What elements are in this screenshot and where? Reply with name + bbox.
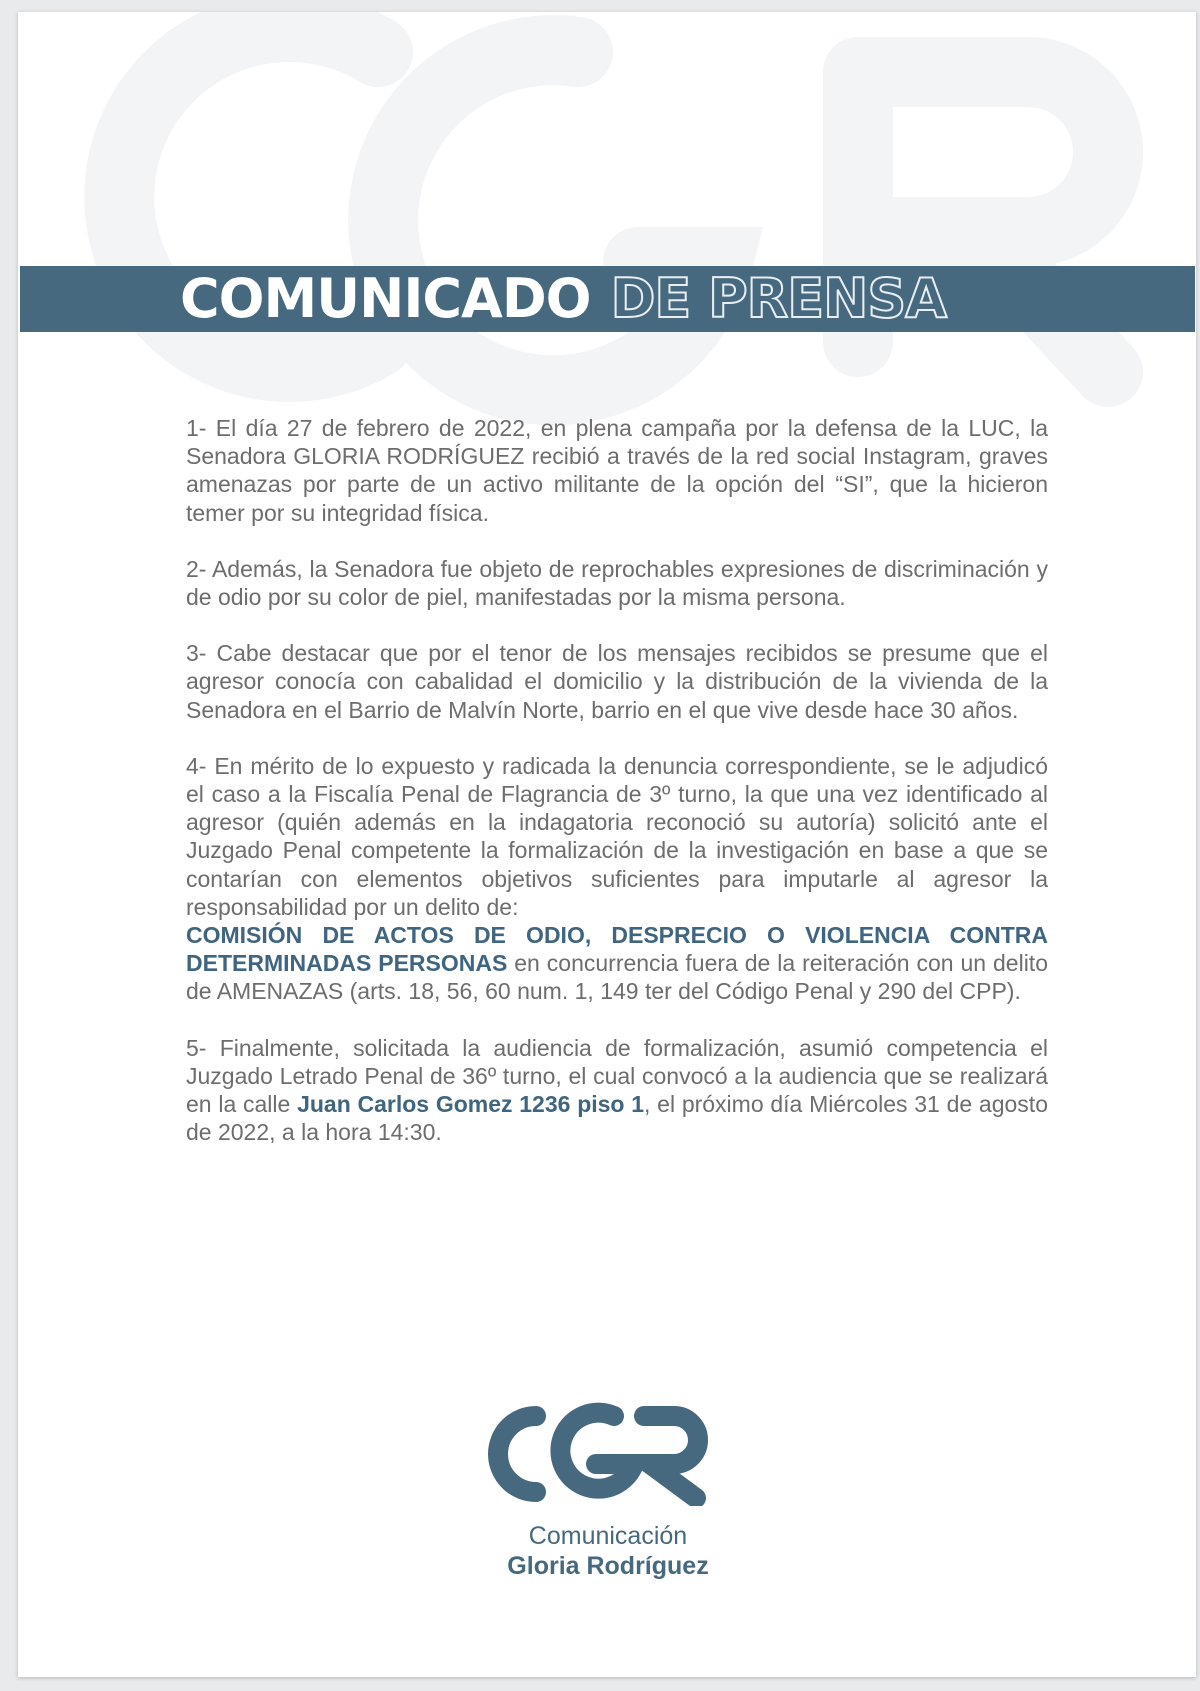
press-release-body xyxy=(186,414,1048,1174)
paragraph-4-offense-highlight: COMISIÓN DE ACTOS DE ODIO, DESPRECIO O VIOLENCIA CONTRA DETERMINADAS PERSONAS xyxy=(186,922,1048,977)
paragraph-4-rest: en concurrencia fuera de la reiteración con un delito de AMENAZAS (arts. 18, 56, 60 num. 1, 149 ter del Código Penal y 290 del CPP). xyxy=(186,950,1048,1005)
cgr-logo-mark-icon xyxy=(464,1402,712,1506)
cgr-logo xyxy=(398,1402,818,1592)
banner-title xyxy=(180,267,946,330)
logo-line-comunicacion: Comunicación xyxy=(528,1522,688,1550)
press-release-banner xyxy=(20,266,1195,332)
logo-line-gloria-rodriguez: Gloria Rodríguez xyxy=(507,1552,709,1580)
paragraph-4 xyxy=(186,752,1048,1006)
paragraph-5-address-highlight: Juan Carlos Gomez 1236 piso 1 xyxy=(297,1091,645,1118)
banner-title-comunicado: COMUNICADO xyxy=(180,267,591,330)
paragraph-5 xyxy=(186,1034,1048,1147)
paragraph-5-rest: , el próximo día Miércoles 31 de agosto de 2022, a la hora 14:30. xyxy=(186,1091,1048,1146)
paragraph-1: 1- El día 27 de febrero de 2022, en plena campaña por la defensa de la LUC, la Senadora GLORIA RODRÍGUEZ recibió a través de la red social Instagram, graves amenazas por parte de un activo militante de la opción del “SI”, que la hicieron temer por su integridad física. xyxy=(186,415,1048,526)
paragraph-2: 2- Además, la Senadora fue objeto de reprochables expresiones de discriminación y de odio por su color de piel, manifestadas por la misma persona. xyxy=(186,555,1048,611)
banner-title-de-prensa: DE PRENSA xyxy=(610,267,946,330)
paragraph-5-intro: 5- Finalmente, solicitada la audiencia de formalización, asumió competencia el Juzgado Letrado Penal de 36º turno, el cual convocó a la audiencia que se realizará en la calle xyxy=(186,1034,1048,1118)
watermark-logo xyxy=(18,12,1196,432)
paragraph-3: 3- Cabe destacar que por el tenor de los mensajes recibidos se presume que el agresor conocía con cabalidad el domicilio y la distribución de la vivienda de la Senadora en el Barrio de Malvín Norte, barrio en el que vive desde hace 30 años. xyxy=(186,640,1048,723)
press-release-page xyxy=(18,12,1196,1677)
paragraph-4-intro: 4- En mérito de lo expuesto y radicada la denuncia correspondiente, se le adjudicó el caso a la Fiscalía Penal de Flagrancia de 3º turno, la que una vez identificado al agresor (quién además en la indagatoria reconoció su autoría) solicitó ante el Juzgado Penal competente la formalización de la investigación en base a que se contarían con elementos objetivos suficientes para imputarle al agresor la responsabilidad por un delito de: xyxy=(186,752,1048,920)
